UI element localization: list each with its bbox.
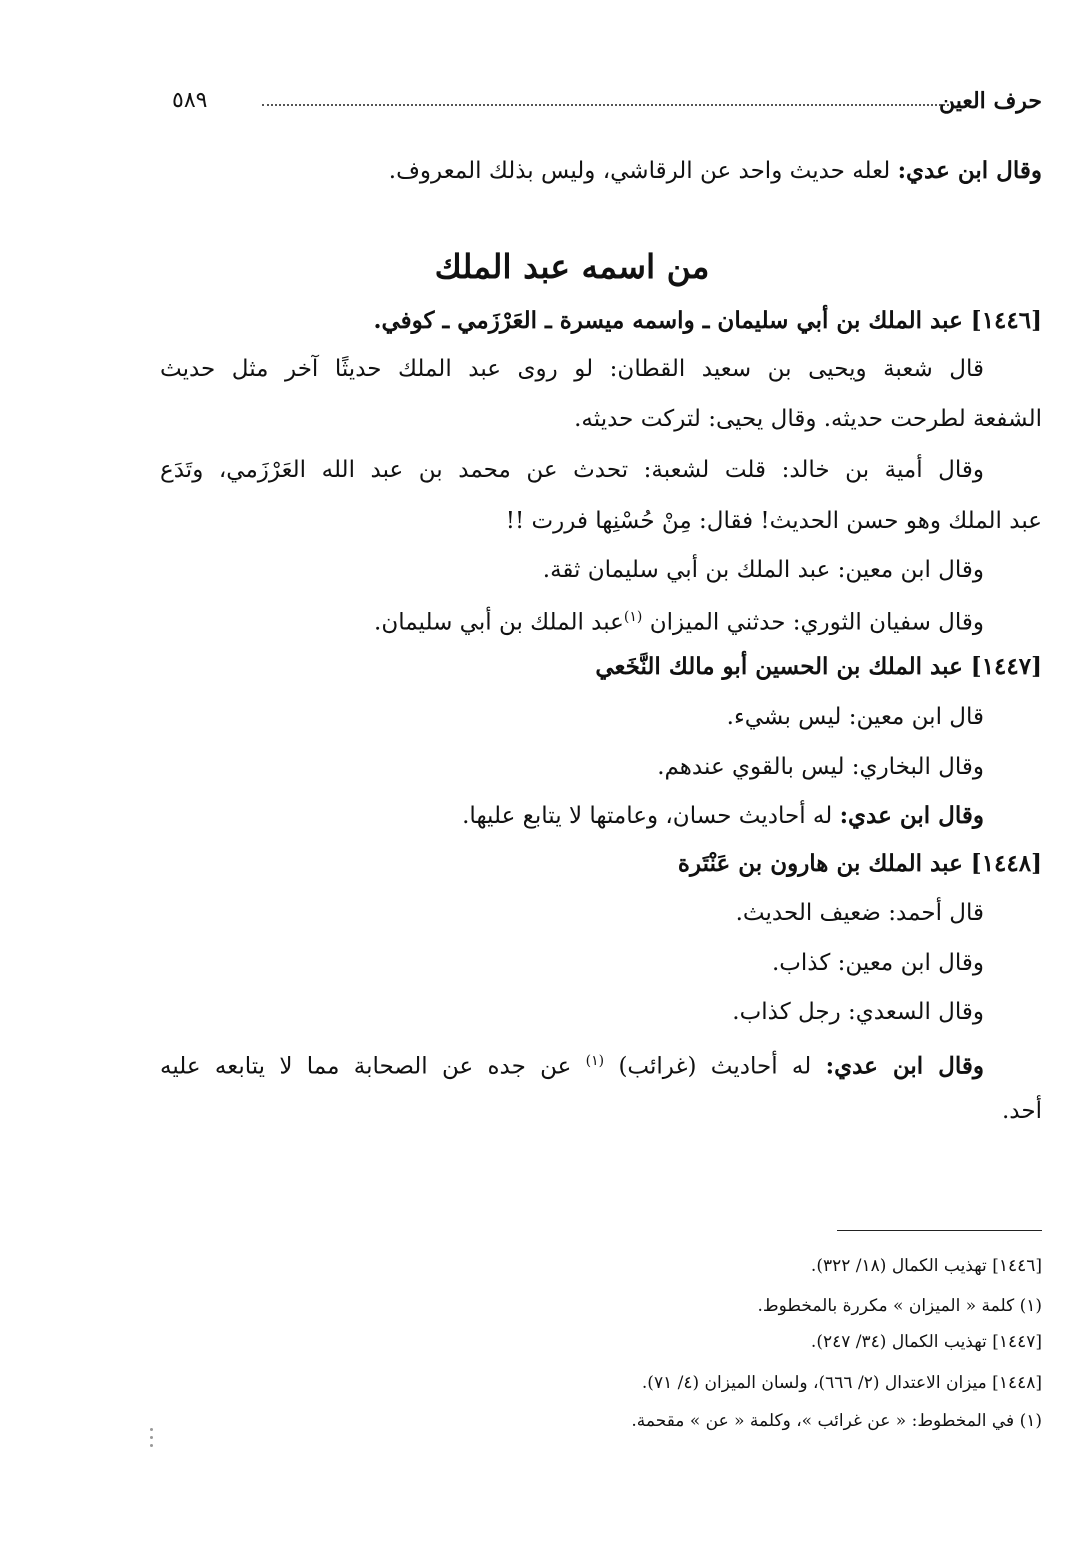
entry-1448-paragraph-4-before: له أحاديث (غرائب) bbox=[604, 1053, 826, 1080]
entry-1447-paragraph-1: قال ابن معين: ليس بشيء. bbox=[726, 704, 984, 730]
entry-1448-title: [١٤٤٨] عبد الملك بن هارون بن عَنْتَرة bbox=[677, 850, 1042, 877]
entry-1446-paragraph-3: وقال ابن معين: عبد الملك بن أبي سليمان ثقة. bbox=[542, 557, 984, 583]
entry-1446-paragraph-2-line-2: عبد الملك وهو حسن الحديث! فقال: مِنْ حُسْنِها فررت !! bbox=[505, 508, 1042, 534]
header-dotted-rule bbox=[262, 104, 949, 106]
entry-1448-speaker: وقال ابن عدي: bbox=[825, 1052, 984, 1080]
footnote-1447: [١٤٤٧] تهذيب الكمال (٣٤/ ٢٤٧). bbox=[810, 1332, 1042, 1352]
footnote-1448: [١٤٤٨] ميزان الاعتدال (٢/ ٦٦٦)، ولسان الميزان (٤/ ٧١). bbox=[641, 1373, 1042, 1393]
entry-1447-speaker: وقال ابن عدي: bbox=[839, 802, 984, 829]
entry-1447-paragraph-2: وقال البخاري: ليس بالقوي عندهم. bbox=[657, 754, 984, 780]
entry-1447-title: [١٤٤٧] عبد الملك بن الحسين أبو مالك النَّخَعي bbox=[595, 653, 1042, 680]
footnote-1446: [١٤٤٦] تهذيب الكمال (١٨/ ٣٢٢). bbox=[810, 1256, 1042, 1276]
footnote-marker: (١) bbox=[585, 1053, 605, 1069]
entry-1447-paragraph-3 bbox=[160, 801, 984, 831]
entry-1446-paragraph-4 bbox=[160, 602, 984, 638]
entry-1446-paragraph-4-after: عبد الملك بن أبي سليمان. bbox=[374, 609, 624, 636]
entry-1448-paragraph-2: وقال ابن معين: كذاب. bbox=[771, 950, 984, 976]
entry-1446-paragraph-2-line-1: وقال أمية بن خالد: قلت لشعبة: تحدث عن محمد بن عبد الله العَرْزَمي، وتَدَع bbox=[160, 457, 984, 483]
scan-speck bbox=[150, 1428, 153, 1431]
entry-1448-paragraph-3: وقال السعدي: رجل كذاب. bbox=[732, 999, 984, 1025]
footnote-separator bbox=[837, 1230, 1042, 1231]
section-heading: من اسمه عبد الملك bbox=[434, 247, 710, 286]
running-header-title: حرف العين bbox=[938, 88, 1042, 114]
entry-1448-paragraph-1: قال أحمد: ضعيف الحديث. bbox=[735, 900, 984, 926]
entry-1446-title: [١٤٤٦] عبد الملك بن أبي سليمان ـ واسمه ميسرة ـ العَرْزَمي ـ كوفي. bbox=[373, 307, 1042, 334]
footnote-marker: (١) bbox=[623, 609, 643, 625]
intro-text: لعله حديث واحد عن الرقاشي، وليس بذلك المعروف. bbox=[388, 158, 898, 184]
entry-1448-paragraph-4-after: عن جده عن الصحابة مما لا يتابعه عليه bbox=[160, 1053, 586, 1080]
scan-speck bbox=[150, 1436, 153, 1439]
intro-line bbox=[160, 156, 1042, 186]
intro-speaker: وقال ابن عدي: bbox=[897, 157, 1042, 184]
entry-1446-paragraph-1-line-2: الشفعة لطرحت حديثه. وقال يحيى: لتركت حديثه. bbox=[574, 406, 1042, 432]
footnote-1446-note-1: (١) كلمة « الميزان » مكررة بالمخطوط. bbox=[757, 1296, 1042, 1316]
footnote-1448-note-1: (١) في المخطوط: « عن غرائب »، وكلمة « عن » مقحمة. bbox=[631, 1411, 1042, 1431]
entry-1446-paragraph-4-before: وقال سفيان الثوري: حدثني الميزان bbox=[642, 609, 984, 636]
entry-1448-paragraph-4-line-2: أحد. bbox=[1002, 1098, 1042, 1124]
entry-1447-paragraph-3-text: له أحاديث حسان، وعامتها لا يتابع عليها. bbox=[462, 803, 840, 829]
entry-1448-paragraph-4-line-1 bbox=[160, 1046, 984, 1082]
scan-speck bbox=[150, 1444, 153, 1447]
page-number: ٥٨٩ bbox=[172, 88, 208, 113]
entry-1446-paragraph-1-line-1: قال شعبة ويحيى بن سعيد القطان: لو روى عبد الملك حديثًا آخر مثل حديث bbox=[160, 356, 984, 382]
